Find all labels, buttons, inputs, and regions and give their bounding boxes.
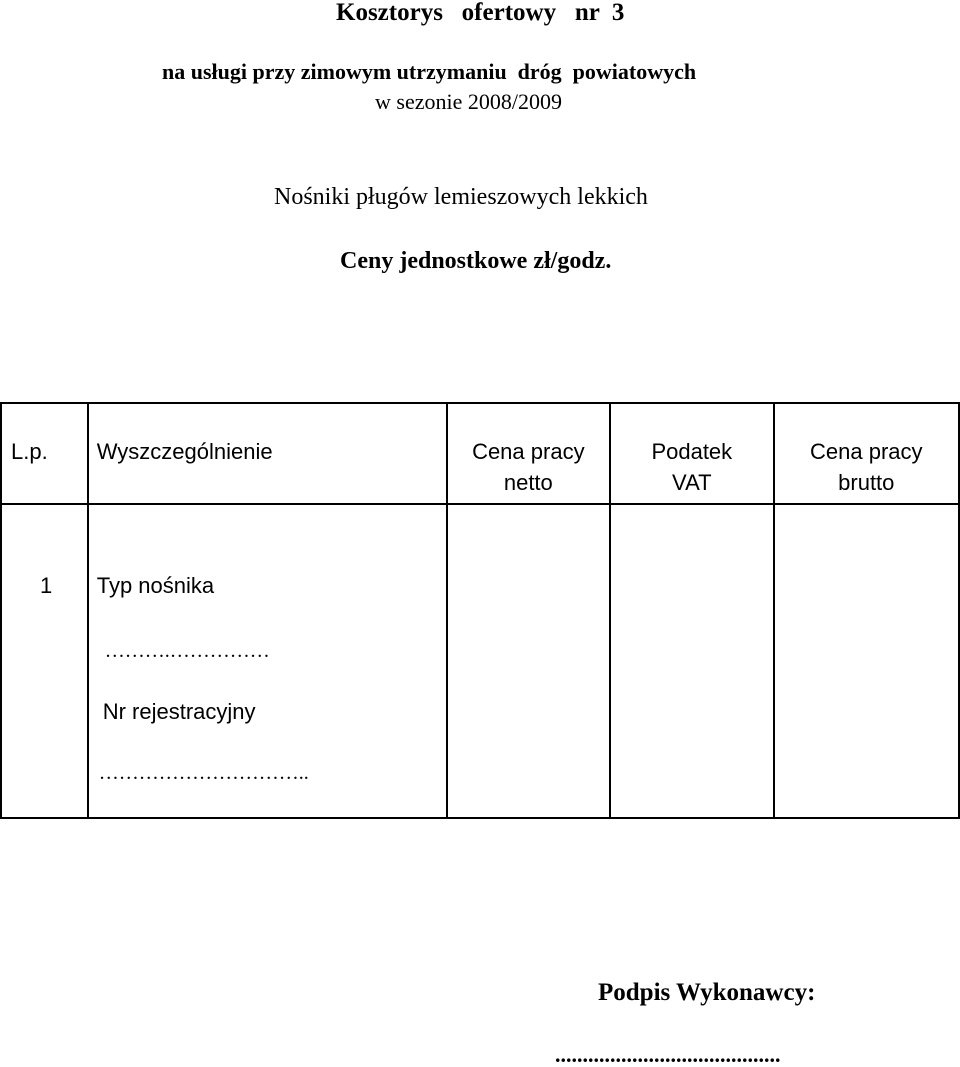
header-net-price-line1: Cena pracy — [472, 439, 585, 464]
document-title: Kosztorys ofertowy nr 3 — [336, 0, 625, 26]
header-description-cell — [88, 403, 447, 504]
row-net-price-cell[interactable] — [447, 504, 610, 818]
header-gross-price-line1: Cena pracy — [810, 439, 923, 464]
header-vat-cell — [610, 403, 773, 504]
row-lp-cell — [1, 504, 88, 818]
subtitle-line-2: w sezonie 2008/2009 — [375, 89, 562, 114]
header-vat-line1: Podatek — [651, 439, 733, 464]
header-lp: L.p. — [11, 439, 48, 464]
signature-line: ......................................... — [555, 1042, 781, 1067]
registration-blank: ………………………….. — [98, 762, 309, 784]
header-gross-price-line2: brutto — [838, 470, 895, 495]
price-table — [0, 402, 960, 819]
table-row — [1, 504, 959, 818]
header-description: Wyszczególnienie — [96, 439, 273, 464]
row-gross-price-cell[interactable] — [774, 504, 959, 818]
row-lp: 1 — [40, 573, 53, 598]
header-net-price-cell — [447, 403, 610, 504]
subtitle-line-1: na usługi przy zimowym utrzymaniu dróg powiatowych — [162, 59, 697, 84]
row-description-cell — [88, 504, 447, 818]
price-note: Ceny jednostkowe zł/godz. — [340, 248, 612, 274]
table-header-row — [1, 403, 959, 504]
header-net-price-line2: netto — [503, 470, 553, 495]
row-vat-cell[interactable] — [610, 504, 773, 818]
header-gross-price-cell — [774, 403, 959, 504]
vehicle-type-label: Typ nośnika — [96, 573, 215, 598]
signature-label: Podpis Wykonawcy: — [598, 979, 816, 1006]
vehicle-type-blank: ……….…………… — [104, 640, 270, 662]
header-lp-cell — [1, 403, 88, 504]
registration-label: Nr rejestracyjny — [102, 699, 256, 724]
header-vat-line2: VAT — [672, 470, 712, 495]
section-title: Nośniki pługów lemieszowych lekkich — [274, 184, 648, 210]
